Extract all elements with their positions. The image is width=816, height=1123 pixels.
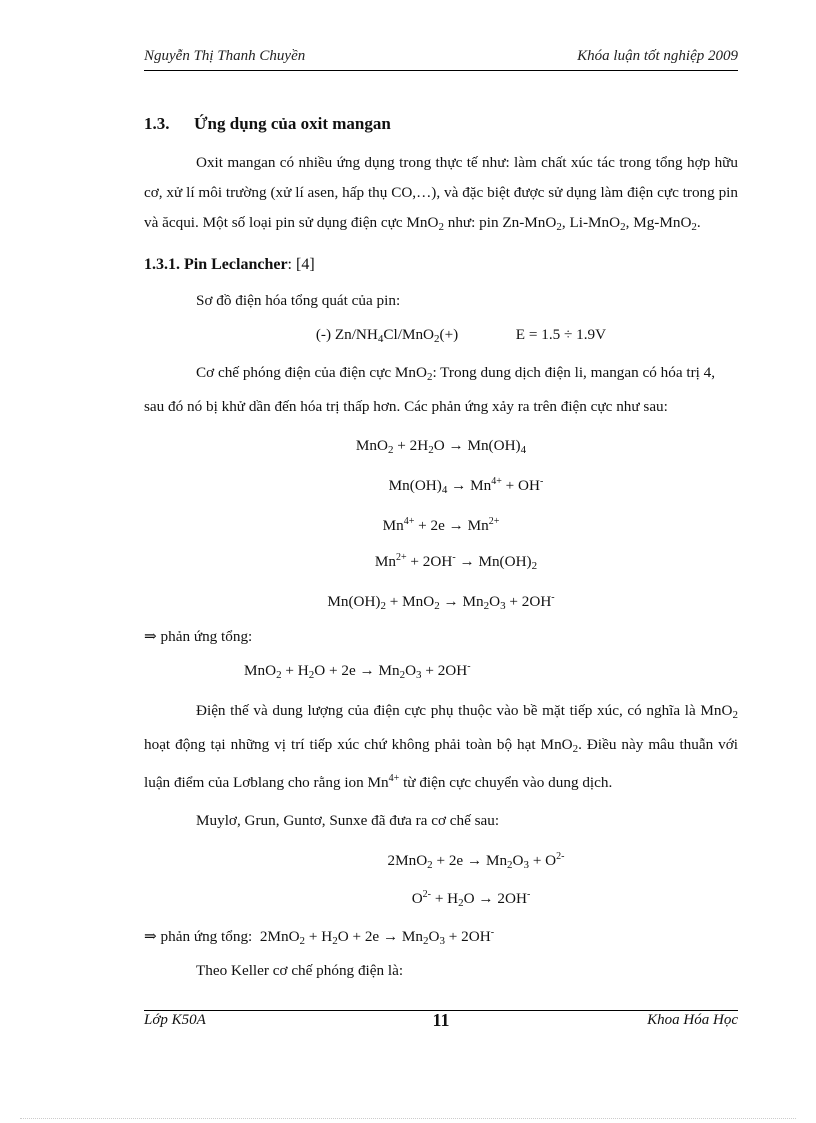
diagram-intro: Sơ đồ điện hóa tổng quát của pin:	[196, 292, 401, 309]
subsection-title: 1.3.1. Pin Leclancher	[144, 256, 288, 273]
reaction-list	[144, 430, 738, 622]
header-title: Khóa luận tốt nghiệp 2009	[577, 48, 738, 64]
header-rule	[144, 70, 738, 71]
section-number: 1.3.	[144, 114, 170, 133]
mechanism-paragraph: Cơ chế phóng điện của điện cực MnO$_2$: Trong dung dịch điện li, mangan có hóa trị 4, sau đó nó bị khử dần đến hóa trị thấp hơn. Các phản ứng xảy ra trên điện cực như sau:	[144, 364, 716, 415]
cell-diagram: (-) $Zn/NH_4Cl/MnO_2(+) E = 1.5 \div 1.9V$	[315, 326, 607, 345]
intro-paragraph: Oxit mangan có nhiều ứng dụng trong thực tế như: làm chất xúc tác trong tổng hợp hữu cơ, xử lí môi trường (xử lí asen, hấp thụ CO,…), và đặc biệt được sử dụng làm điện cực trong pin và ăcqui. Một số loại pin sử dụng điện cực MnO$_2$ như: pin Zn-MnO$_2$, Li-MnO$_2$, Mg-MnO$_2$.	[144, 154, 738, 233]
reaction-5: $Mn(OH)_2 + MnO_2 \to Mn_2O_3 + 2OH^-$	[327, 592, 555, 612]
footer-faculty: Khoa Hóa Học	[647, 1012, 738, 1028]
total-label-1: ⇒ phản ứng tổng:	[144, 628, 253, 645]
total-label-2: ⇒ phản ứng tổng:	[144, 928, 253, 945]
section-title: Ứng dụng của oxit mangan	[194, 114, 391, 133]
page-body	[144, 108, 738, 986]
subsection-heading	[144, 250, 738, 280]
total-reaction-1: $MnO_2 + H_2O + 2e \to Mn_2O_3 + 2OH^-$	[244, 661, 471, 681]
reaction-7: $O^{2-} + H_2O \to 2OH^-$	[411, 889, 531, 909]
authors-paragraph: Muylơ, Grun, Guntơ, Sunxe đã đưa ra cơ chế sau:	[196, 812, 500, 829]
reaction-4: $Mn^{2+} + 2OH^- \to Mn(OH)_2$	[374, 552, 538, 572]
voltage-range: E = 1.5 ÷ 1.9V	[515, 326, 607, 343]
reaction-6: $2MnO_2 + 2e \to Mn_2O_3 + O^{2-}$	[387, 851, 565, 871]
section-heading	[144, 108, 738, 140]
keller-paragraph: Theo Keller cơ chế phóng điện là:	[196, 962, 404, 979]
reaction-2: $Mn(OH)_4 \to Mn^{4+} + OH^-$	[388, 476, 544, 496]
citation: : [4]	[287, 256, 315, 273]
potential-paragraph: Điện thế và dung lượng của điện cực phụ thuộc vào bề mặt tiếp xúc, có nghĩa là MnO$_2$ hoạt động tại những vị trí tiếp xúc chứ không phải toàn bộ hạt MnO$_2$. Điều này mâu thuẫn với luận điểm của Lơblang cho rằng ion $Mn^{4+}$ từ điện cực chuyển vào dung dịch.	[144, 702, 739, 791]
page-edge	[20, 1118, 796, 1119]
header-author: Nguyễn Thị Thanh Chuyền	[144, 48, 306, 64]
reaction-3: $Mn^{4+} + 2e \to Mn^{2+}$	[382, 516, 500, 534]
footer-class: Lớp K50A	[144, 1012, 206, 1028]
page-number: 11	[432, 1010, 450, 1030]
total-reaction-2: ⇒ phản ứng tổng: $2MnO_2 + H_2O + 2e \to Mn_2O_3 + 2OH^-$	[144, 927, 495, 947]
reaction-1: $MnO_2 + 2H_2O \to Mn(OH)_4$	[355, 437, 527, 456]
